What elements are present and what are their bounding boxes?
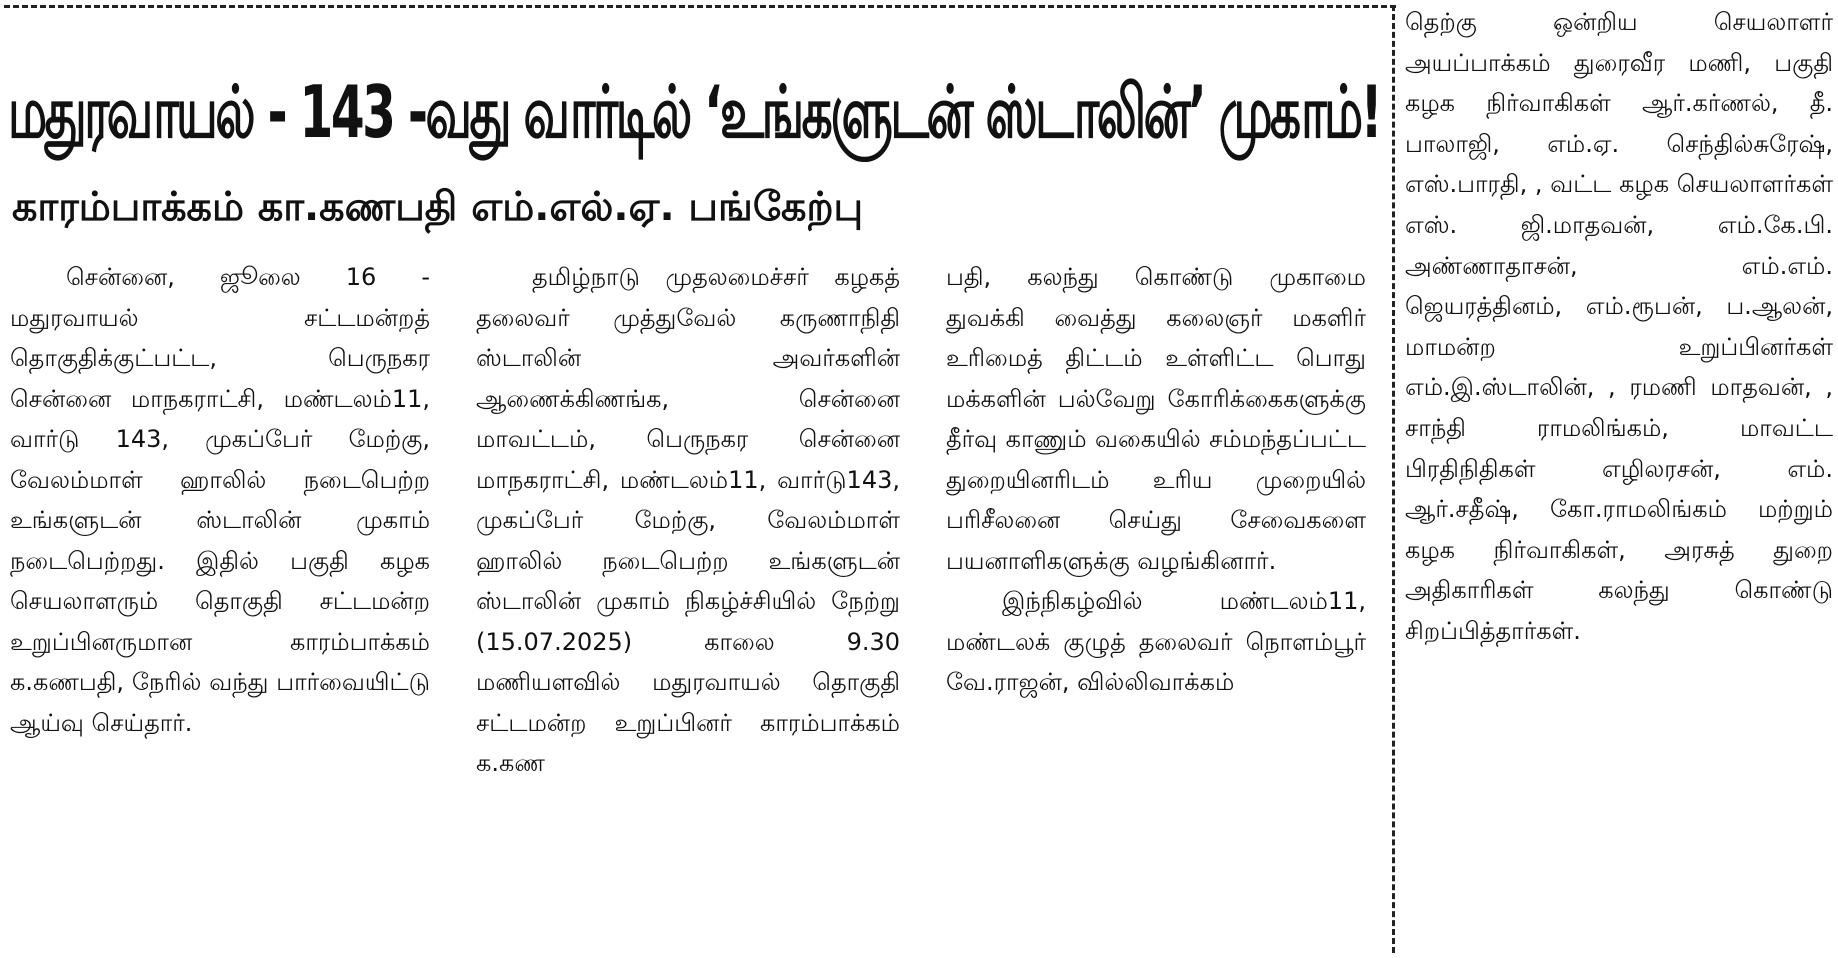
article-column-3 bbox=[946, 257, 1366, 957]
column-4-paragraph-1: தெற்கு ஒன்றிய செயலாளர் அயப்பாக்கம் துரைவீர மணி, பகுதி கழக நிர்வாகிகள் ஆர்.கர்ணல், தீ. பாலாஜி, எம்.ஏ. செந்தில்சுரேஷ், எஸ்.பாரதி, , வட்ட கழக செயலாளர்கள் எஸ். ஜி.மாதவன், எம்.கே.பி. அண்ணாதாசன், எம்.எம். ஜெயரத்தினம், எம்.ரூபன், ப.ஆலன், மாமன்ற உறுப்பினர்கள் எம்.இ.ஸ்டாலின், , ரமணி மாதவன், , சாந்தி ராமலிங்கம், மாவட்ட பிரதிநிதிகள் எழிலரசன், எம். ஆர்.சதீஷ், கோ.ராமலிங்கம் மற்றும் கழக நிர்வாகிகள், அரசுத் துறை அதிகாரிகள் கலந்து கொண்டு சிறப்பித்தார்கள். bbox=[1405, 8, 1833, 645]
headline: மதுரவாயல் - 143 -வது வார்டில் ‘உங்களுடன் ஸ்டாலின்’ முகாம்! bbox=[8, 69, 1381, 155]
cut-line-right bbox=[1392, 5, 1395, 953]
cut-line-top bbox=[4, 5, 1396, 8]
article-column-2 bbox=[476, 257, 900, 957]
article-column-1 bbox=[10, 257, 430, 957]
article-column-4 bbox=[1405, 2, 1833, 956]
column-1-paragraph-1: சென்னை, ஜூலை 16 - மதுரவாயல் சட்டமன்றத் தொகுதிக்குட்பட்ட, பெருநகர சென்னை மாநகராட்சி, மண்டலம்11, வார்டு 143, முகப்பேர் மேற்கு, வேலம்மாள் ஹாலில் நடைபெற்ற உங்களுடன் ஸ்டாலின் முகாம் நடைபெற்றது. இதில் பகுதி கழக செயலாளரும் தொகுதி சட்டமன்ற உறுப்பினருமான காரம்பாக்கம் க.கணபதி, நேரில் வந்து பார்வையிட்டு ஆய்வு செய்தார். bbox=[10, 263, 430, 737]
subheadline: காரம்பாக்கம் கா.கணபதி எம்.எல்.ஏ. பங்கேற்பு bbox=[12, 184, 864, 230]
column-2-paragraph-1: தமிழ்நாடு முதலமைச்சர் கழகத் தலைவர் முத்துவேல் கருணாநிதி ஸ்டாலின் அவர்களின் ஆணைக்கிணங்க, சென்னை மாவட்டம், பெருநகர சென்னை மாநகராட்சி, மண்டலம்11, வார்டு143, முகப்பேர் மேற்கு, வேலம்மாள் ஹாலில் நடைபெற்ற உங்களுடன் ஸ்டாலின் முகாம் நிகழ்ச்சியில் நேற்று (15.07.2025) காலை 9.30 மணியளவில் மதுரவாயல் தொகுதி சட்டமன்ற உறுப்பினர் காரம்பாக்கம் க.கண bbox=[476, 263, 900, 777]
column-3-paragraph-2: இந்நிகழ்வில் மண்டலம்11, மண்டலக் குழுத் தலைவர் நொளம்பூர் வே.ராஜன், வில்லிவாக்கம் bbox=[946, 587, 1366, 696]
column-3-paragraph-1: பதி, கலந்து கொண்டு முகாமை துவக்கி வைத்து கலைஞர் மகளிர் உரிமைத் திட்டம் உள்ளிட்ட பொது மக்களின் பல்வேறு கோரிக்கைகளுக்கு தீர்வு காணும் வகையில் சம்மந்தப்பட்ட துறையினரிடம் உரிய முறையில் பரிசீலனை செய்து சேவைகளை பயனாளிகளுக்கு வழங்கினார். bbox=[946, 263, 1366, 575]
